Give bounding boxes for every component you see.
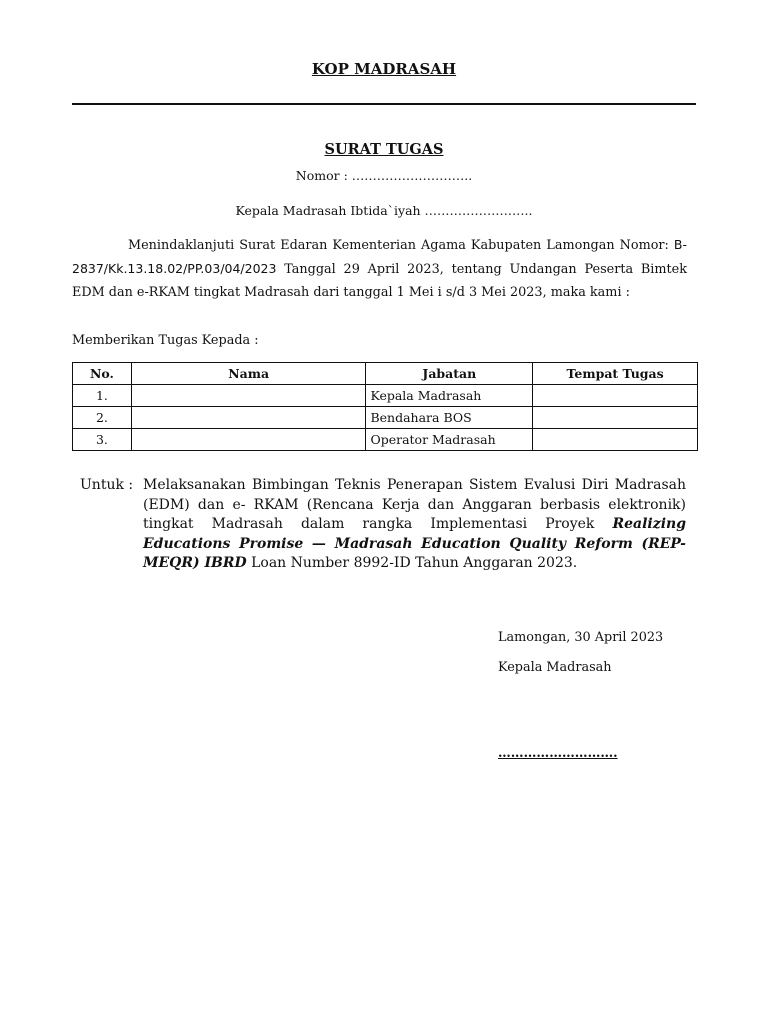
- letter-title: SURAT TUGAS: [324, 141, 444, 158]
- cell-tempat: [533, 429, 698, 451]
- cell-no: 1.: [73, 385, 132, 407]
- table-header-row: [73, 363, 698, 385]
- table-row: [73, 385, 698, 407]
- cell-nama: [131, 385, 366, 407]
- cell-jabatan: Bendahara BOS: [366, 407, 533, 429]
- cell-nama: [131, 429, 366, 451]
- cell-tempat: [533, 385, 698, 407]
- letter-number: Nomor : ………………………..: [295, 168, 473, 183]
- body-paragraph: [72, 233, 687, 304]
- issuer-line: Kepala Madrasah Ibtida`iyah ……………………..: [235, 203, 533, 218]
- letterhead-title: KOP MADRASAH: [311, 60, 457, 78]
- purpose-text: [143, 476, 686, 574]
- header-tempat-tugas: Tempat Tugas: [533, 363, 698, 385]
- purpose-text-1: Melaksanakan Bimbingan Teknis Penerapan Sistem Evalusi Diri Madrasah (EDM) dan e- RKAM (Rencana Kerja dan Anggaran berbasis elektronik) tingkat Madrasah dalam rangka Implementasi Proyek: [143, 477, 686, 532]
- cell-tempat: [533, 407, 698, 429]
- cell-jabatan: Operator Madrasah: [366, 429, 533, 451]
- project-name: Realizing Educations Promise — Madrasah Education Quality Reform (REP-MEQR) IBRD: [143, 516, 686, 571]
- purpose-label: Untuk :: [80, 477, 134, 493]
- cell-no: 3.: [73, 429, 132, 451]
- table-row: [73, 429, 698, 451]
- purpose-section: [80, 476, 686, 574]
- cell-no: 2.: [73, 407, 132, 429]
- letterhead-rule: [72, 103, 696, 105]
- table-row: [73, 407, 698, 429]
- reference-number: B-2837/Kk.13.18.02/PP.03/04/2023: [72, 237, 687, 276]
- header-jabatan: Jabatan: [366, 363, 533, 385]
- body-text-1: Menindaklanjuti Surat Edaran Kementerian Agama Kabupaten Lamongan Nomor:: [128, 238, 674, 253]
- cell-nama: [131, 407, 366, 429]
- assignment-intro: Memberikan Tugas Kepada :: [72, 333, 259, 348]
- signatory-position: Kepala Madrasah: [498, 660, 612, 675]
- signatory-name: ……………………….: [498, 746, 618, 761]
- place-date: Lamongan, 30 April 2023: [498, 630, 664, 645]
- assignment-table: [72, 362, 698, 451]
- body-text-2: Tanggal 29 April 2023, tentang Undangan Peserta Bimtek EDM dan e-RKAM tingkat Madrasah dari tanggal 1 Mei i s/d 3 Mei 2023, maka kami :: [72, 262, 687, 300]
- cell-jabatan: Kepala Madrasah: [366, 385, 533, 407]
- purpose-text-2: Loan Number 8992-ID Tahun Anggaran 2023.: [246, 555, 578, 571]
- header-nama: Nama: [131, 363, 366, 385]
- header-no: No.: [73, 363, 132, 385]
